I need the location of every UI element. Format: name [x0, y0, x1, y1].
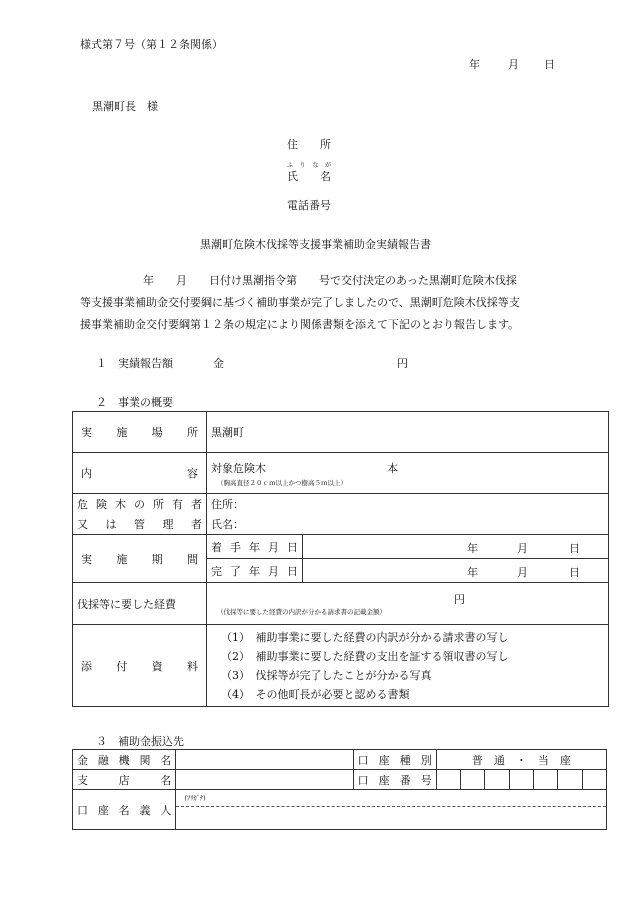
content-value: 対象危険木: [211, 461, 266, 475]
body-line-1: 年 月 日付け黒潮指令第 号で交付決定のあった黒潮町危険木伐採: [143, 274, 517, 287]
section1-unit: 円: [397, 357, 408, 370]
body-line-3: 援事業補助金交付要綱第１２条の規定により関係書類を添えて下記のとおり報告します。: [80, 318, 520, 331]
start-year: 年: [467, 541, 478, 555]
account-digit[interactable]: [436, 770, 460, 790]
branch-value[interactable]: [176, 770, 353, 790]
kana-label: (ﾌﾘｶﾞﾅ): [184, 794, 206, 802]
account-digit[interactable]: [461, 770, 485, 790]
table-row: [73, 750, 607, 770]
cost-label: 伐採等に要した経費: [73, 583, 207, 625]
ruby-char: が: [324, 162, 331, 169]
owner-address: 住所：: [211, 498, 244, 511]
content-value-cell[interactable]: [207, 453, 609, 494]
end-year: 年: [467, 565, 478, 579]
end-month: 月: [517, 565, 528, 579]
attachment-item: （3） 伐採等が完了したことが分かる写真: [221, 668, 432, 682]
address-label: 住 所: [287, 138, 331, 151]
table-row: [73, 412, 609, 453]
form-number: 様式第７号（第１２条関係）: [80, 38, 223, 51]
number-label-cell: 口 座 番 号: [353, 770, 436, 790]
content-label-cell: 内 容: [73, 453, 207, 494]
holder-value-cell[interactable]: [176, 790, 607, 830]
location-label-cell: 実 施 場 所: [73, 412, 207, 453]
section3-label: ３ 補助金振込先: [96, 735, 184, 748]
bank-label-cell: 金 融 機 関 名: [73, 750, 176, 770]
holder-label-cell: 口 座 名 義 人: [73, 790, 176, 830]
phone-label: 電話番号: [287, 199, 331, 212]
name-ruby: [287, 160, 331, 169]
attachment-item: （2） 補助事業に要した経費の支出を証する領収書の写し: [221, 649, 509, 663]
end-label-cell: 完 了 年 月 日: [207, 559, 303, 583]
bank-table: [72, 749, 607, 830]
start-label-cell: 着 手 年 月 日: [207, 535, 303, 559]
ruby-char: ふ: [287, 162, 294, 169]
type-label-cell: 口 座 種 別: [353, 750, 436, 770]
ruby-char: な: [312, 162, 319, 169]
table-row: [73, 535, 609, 559]
name-label-wrap: [287, 162, 331, 184]
cost-unit: 円: [454, 593, 465, 606]
account-digit[interactable]: [533, 770, 557, 790]
attachments-cell: [207, 625, 609, 707]
table-row: [73, 770, 607, 790]
content-unit: 本: [387, 461, 398, 475]
document-title: 黒潮町危険木伐採等支援事業補助金実績報告書: [200, 238, 431, 251]
attachment-item: （4） その他町長が必要と認める書類: [221, 687, 410, 701]
holder-name[interactable]: [176, 807, 606, 829]
period-label-cell: 実 施 期 間: [73, 535, 207, 583]
attach-label-cell: 添 付 資 料: [73, 625, 207, 707]
ruby-char: り: [299, 162, 306, 169]
date-year: 年: [469, 58, 480, 71]
name-label: 氏 名: [287, 170, 331, 183]
location-value[interactable]: 黒潮町: [207, 412, 609, 453]
date-day: 日: [544, 58, 555, 71]
bank-value[interactable]: [176, 750, 353, 770]
start-month: 月: [517, 541, 528, 555]
section2-label: ２ 事業の概要: [96, 396, 173, 409]
account-digit[interactable]: [509, 770, 533, 790]
account-digit[interactable]: [485, 770, 509, 790]
table-row: [73, 453, 609, 494]
owner-name: 氏名：: [211, 518, 244, 531]
cost-note: （伐採等に要した経費の内訳が分かる請求書の記載金額）: [217, 608, 386, 616]
start-day: 日: [569, 541, 580, 555]
owner-label-line2: 又 は 管 理 者: [77, 518, 202, 531]
table-row: [73, 583, 609, 625]
branch-label-cell: 支 店 名: [73, 770, 176, 790]
date-month: 月: [508, 58, 519, 71]
table-row: [73, 494, 609, 535]
end-day: 日: [569, 565, 580, 579]
account-digit[interactable]: [582, 770, 606, 790]
content-note: （胸高直径２０ｃｍ以上かつ樹高５ｍ以上）: [217, 478, 347, 487]
section1-label: １ 実績報告額: [96, 357, 173, 370]
overview-table: [72, 411, 609, 707]
attachment-item: （1） 補助事業に要した経費の内訳が分かる請求書の写し: [221, 630, 509, 644]
body-line-2: 等支援事業補助金交付要綱に基づく補助事業が完了しましたので、黒潮町危険木伐採等支: [80, 296, 520, 309]
end-date-cell[interactable]: [303, 559, 609, 583]
cost-value-cell[interactable]: [207, 583, 609, 625]
addressee: 黒潮町長 様: [92, 100, 158, 113]
table-row: [73, 790, 607, 830]
start-date-cell[interactable]: [303, 535, 609, 559]
table-row: [73, 625, 609, 707]
owner-label-cell: [73, 494, 207, 535]
owner-label-line1: 危 険 木 の 所 有 者: [77, 498, 202, 511]
section1-currency: 金: [213, 357, 224, 370]
account-digit[interactable]: [558, 770, 582, 790]
owner-value-cell[interactable]: [207, 494, 609, 535]
type-value[interactable]: 普 通 ・ 当 座: [436, 750, 606, 770]
